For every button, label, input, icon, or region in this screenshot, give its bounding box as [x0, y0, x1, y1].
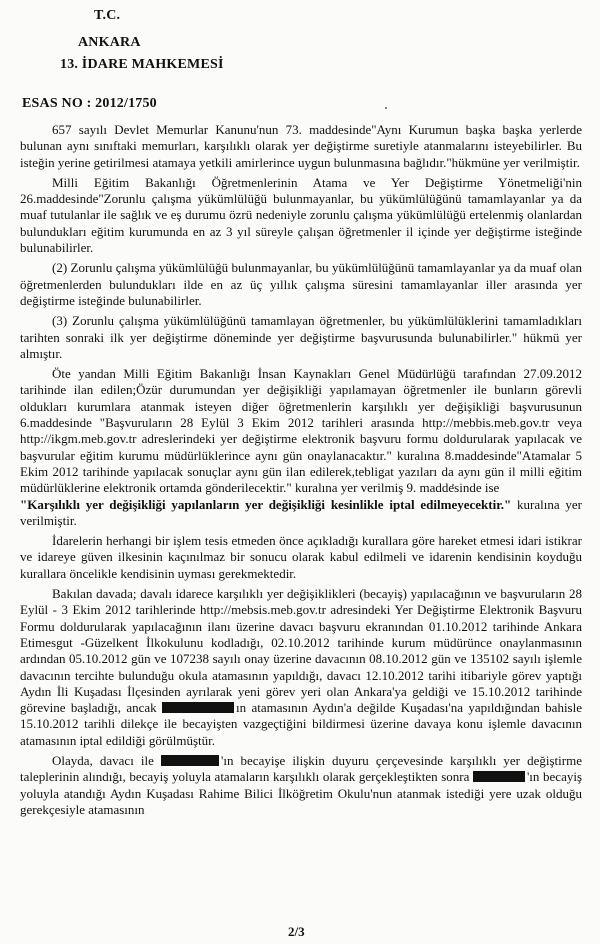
paragraph-6: İdarelerin herhangi bir işlem tesis etmeden önce açıkladığı kurallara göre hareket etmesi idari istikrar ve idareye güven ilkesinin kaçınılmaz bir sonucu olarak kabul edilmeli ve idarenin kendisinin koyduğu kurallara öncelikle kendisinin uyması gerekmektedir.	[20, 533, 582, 581]
paragraph-8-text: Olayda, davacı ile	[52, 752, 154, 768]
paragraph-5	[20, 366, 582, 529]
paragraph-5-bold: "Karşılıklı yer değişikliği yapılanların yer değişikliği kesinlikle iptal edilmeyecektir."	[20, 496, 512, 512]
paragraph-5-text: Öte yandan Milli Eğitim Bakanlığı İnsan Kaynakları Genel Müdürlüğü tarafından 27.09.2012 tarihinde ilan edilen;Özür durumundan yer değişikliği yapılamayan öğretmenler ile bunların görevli oldukları kurumlara atanmak isteyen diğer öğretmenlerin karşılıklı yer değişikliği başvurusunun 6.maddesinde "Başvuruların 28 Eylül 3 Ekim 2012 tarihleri arasında http://mebbis.meb.gov.tr veya http://ikgm.meb.gov.tr adreslerindeki yer değiştirme elektronik başvuru formu doldurularak yapılacak ve başvurular eğitim kurumu müdürlüklerince aynı gün onaylanacaktır." kuralına 8.maddesinde"Atamalar 5 Ekim 2012 tarihinde yapılacak sonuçlar aynı gün ilan edilerek,tebligat yazıları da aynı gün il milli eğitim müdürlüklerine elektronik ortamda gönderilecektir." kuralına yer verilmiş 9. maddesinde ise	[20, 366, 582, 496]
paragraph-8	[20, 753, 582, 818]
case-number: ESAS NO : 2012/1750	[22, 96, 157, 111]
paragraph-5-tail: kuralına yer verilmiştir.	[20, 496, 582, 528]
paragraph-4: (3) Zorunlu çalışma yükümlülüğünü tamamlayan öğretmenler, bu yükümlülüklerini tamamladıkları tarihten sonraki ilk yer değiştirme döneminde yer değiştirme başvurusunda bulunabilirler." hükmü yer almıştır.	[20, 313, 582, 361]
paragraph-1: 657 sayılı Devlet Memurlar Kanunu'nun 73. maddesinde"Aynı Kurumun başka başka yerlerde bulunan aynı sınıftaki memurları, karşılıklı olarak yer değiştirme suretiyle atanmalarını isteyebilirler. Bu isteğin yerine getirilmesi atamaya yetkili amirlerince uygun bulunmasına bağlıdır."hükmüne yer verilmiştir.	[20, 122, 582, 170]
paragraph-7	[20, 586, 582, 749]
scan-speck	[385, 107, 387, 109]
paragraph-7-tail: ın atamasının Aydın'a değilde Kuşadası'na yapıldığından bahisle 15.10.2012 tarihli dilekçe ile becayişten vazgeçtiğini bildirmesi üzerine davaya konu işlemle davacının atamasının iptal edildiği görülmüştür.	[20, 700, 582, 748]
redaction-bar	[473, 771, 525, 782]
page-number: 2/3	[288, 924, 305, 939]
header-court: 13. İDARE MAHKEMESİ	[60, 57, 224, 72]
paragraph-8-mid: 'ın becayişe ilişkin duyuru çerçevesinde karşılıklı yer değiştirme taleplerinin alındığı, becayiş yoluyla atamaların karşılıklı olarak gerçekleştikten sonra	[20, 752, 582, 785]
paragraph-2: Milli Eğitim Bakanlığı Öğretmenlerinin Atama ve Yer Değiştirme Yönetmeliği'nin 26.maddesinde"Zorunlu çalışma yükümlülüğü bulunmayanlar, bu yükümlülüğünü tamamlayanlar ya da muaf tutulanlar ile sağlık ve eş durumu özrü nedeniyle zorunlu çalışma yükümlülüğü ertelenmiş olanlardan bulundukları eğitim kurumunda en az 3 yıl süreyle çalışan öğretmenler il içinde yer değiştirme isteğinde bulunabilirler.	[20, 174, 582, 256]
header-tc: T.C.	[94, 8, 121, 23]
redaction-bar	[162, 702, 234, 713]
paragraph-3: (2) Zorunlu çalışma yükümlülüğü bulunmayanlar, bu yükümlülüğünü tamamlayanlar ya da muaf olan öğretmenlerden bulundukları ilde en az üç yıllık çalışma süresini tamamlayanlar iller arasında yer değiştirme isteğinde bulunabilirler.	[20, 260, 582, 308]
redaction-bar	[161, 755, 219, 766]
paragraph-8-tail: 'ın becayiş yoluyla atandığı Aydın Kuşadası Rahime Bilici İlköğretim Okulu'nun atanmak istediği yere uzak olduğu gerekçesiyle atamasının	[20, 769, 583, 817]
paragraph-7-text: Bakılan davada; davalı idarece karşılıklı yer değişiklikleri (becayiş) yapılacağının ve başvuruların 28 Eylül - 3 Ekim 2012 tarihlerinde http://mebsis.meb.gov.tr adresindeki Yer Değiştirme Elektronik Başvuru Formu doldurularak yapılacağının ilanı üzerine davacı başvuru ekranından 01.10.2012 tarihinde Ankara Etimesgut -Güzelkent İlkokulunu kodladığı, 02.10.2012 tarihinde kurum müdürünce onaylanmasının ardından 05.10.2012 gün ve 107238 sayılı onay üzerine davacının 08.10.2012 gün ve 135102 sayılı işlemle davacının tercihte bulunduğu okula atamasının yapıldığı, davacı 12.10.2012 tarihi itibariyle görev yaptığı Aydın İli Kuşadası İlçesinden ayrılarak yeni görev yeri olan Ankara'ya geldiği ve 15.10.2012 tarihinde görevine başladığı, ancak	[20, 586, 582, 716]
header-city: ANKARA	[78, 35, 141, 50]
document-body	[20, 122, 582, 822]
